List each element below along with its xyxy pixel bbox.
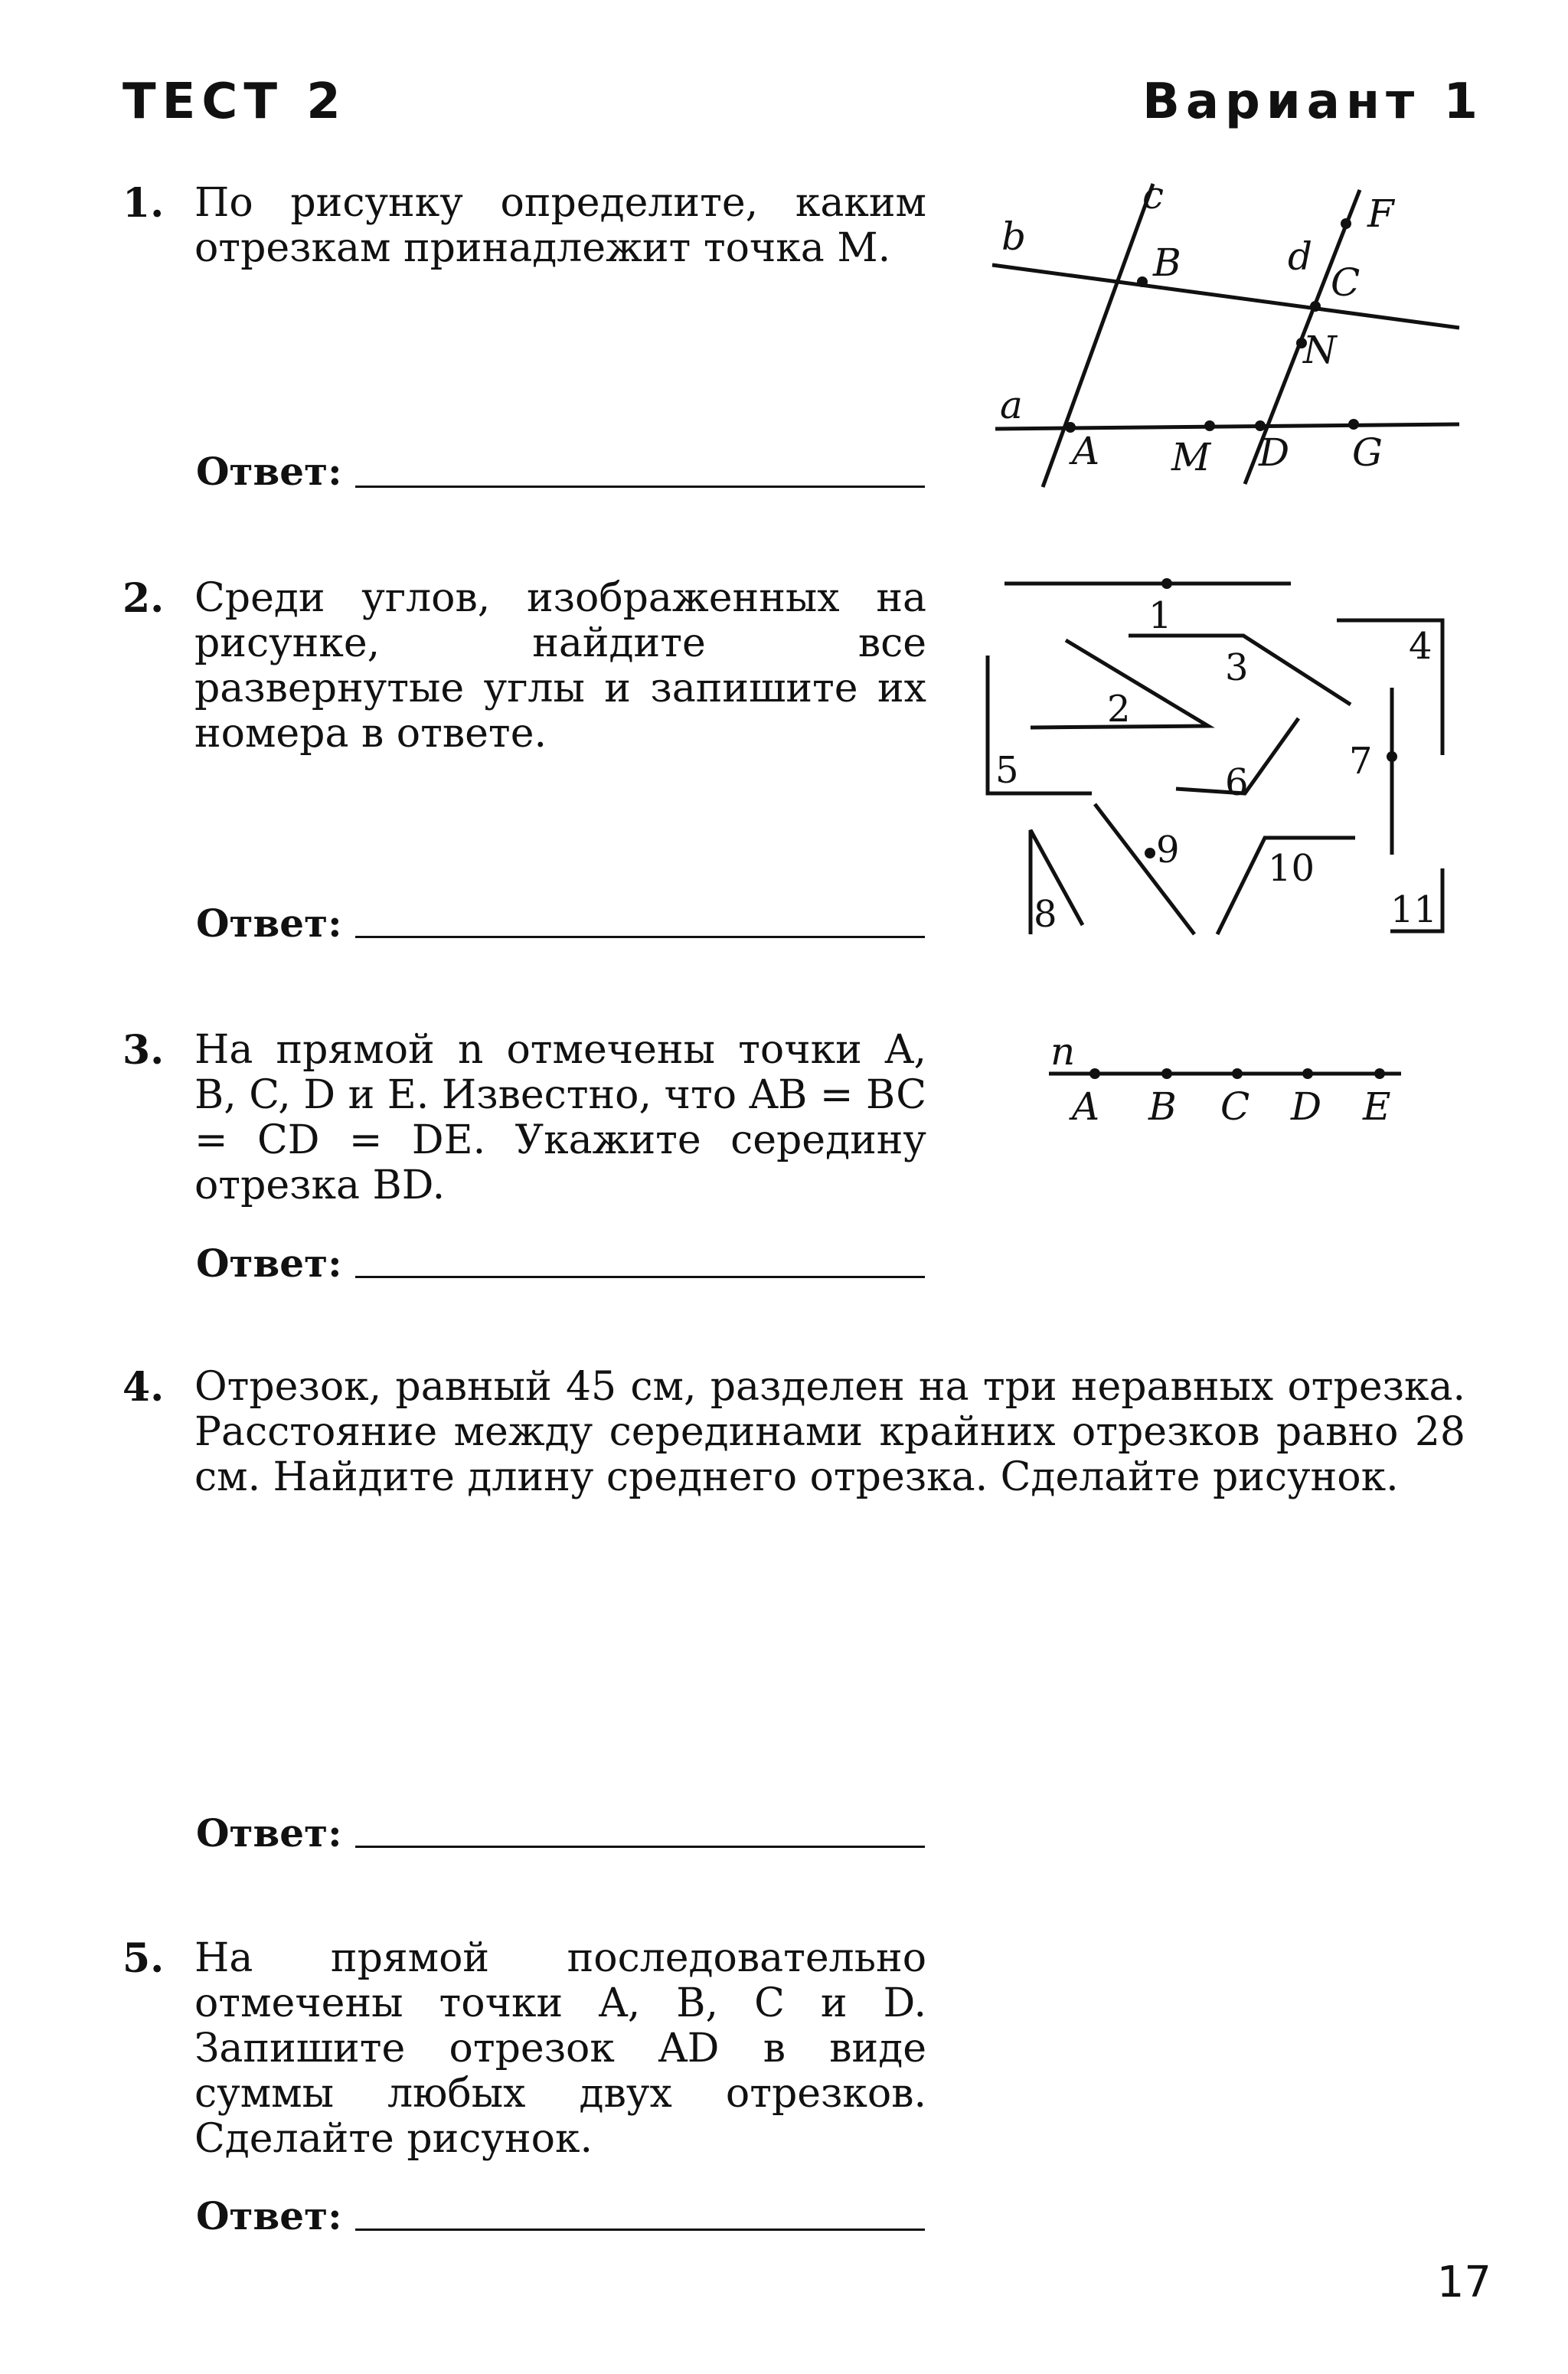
answer-5-line[interactable]	[355, 2228, 925, 2231]
label-C: C	[1331, 260, 1361, 305]
question-3-text: На прямой n отмечены точки A, B, C, D и E. Известно, что AB = BC = CD = DE. Укажите середину отрезка BD.	[194, 1027, 926, 1208]
point-A	[1089, 1068, 1100, 1079]
answer-3-label: Ответ:	[196, 1241, 342, 1286]
angle-6-label: 6	[1225, 761, 1249, 804]
question-3-number: 3.	[122, 1027, 165, 1074]
label-D: D	[1291, 1084, 1322, 1129]
label-n: n	[1050, 1029, 1076, 1074]
question-2-text: Среди углов, изображенных на рисунке, найдите все развернутые углы и запишите их номера в ответе.	[194, 575, 926, 757]
label-c: c	[1142, 173, 1165, 217]
label-D: D	[1259, 430, 1290, 475]
angle-4-label: 4	[1409, 625, 1432, 668]
answer-1-label: Ответ:	[196, 449, 342, 494]
label-d: d	[1288, 234, 1313, 279]
question-1-text: По рисунку определите, каким отрезкам принадлежит точка M.	[194, 180, 926, 271]
question-5-number: 5.	[122, 1935, 165, 1982]
angle-3-label: 3	[1225, 646, 1249, 689]
point-D	[1302, 1068, 1313, 1079]
label-A: A	[1072, 429, 1100, 473]
label-b: b	[1001, 214, 1027, 259]
answer-2-label: Ответ:	[196, 901, 342, 946]
angle-10-label: 10	[1268, 847, 1315, 890]
angle-11-label: 11	[1390, 888, 1438, 931]
test-title: ТЕСТ 2	[122, 74, 347, 130]
page-number: 17	[1436, 2258, 1491, 2307]
question-5-text: На прямой последовательно отмечены точки A, B, C и D. Запишите отрезок AD в виде суммы любых двух отрезков. Сделайте рисунок.	[194, 1935, 926, 2162]
question-4-text: Отрезок, равный 45 см, разделен на три неравных отрезка. Расстояние между серединами крайних отрезков равно 28 см. Найдите длину среднего отрезка. Сделайте рисунок.	[194, 1364, 1465, 1500]
angle-1-label: 1	[1148, 594, 1172, 637]
angle-2-label: 2	[1107, 688, 1131, 731]
label-B: B	[1148, 1084, 1177, 1129]
point-E	[1374, 1068, 1385, 1079]
angle-5-label: 5	[995, 749, 1019, 792]
label-G: G	[1352, 430, 1383, 475]
answer-5-label: Ответ:	[196, 2193, 342, 2238]
label-A: A	[1072, 1084, 1100, 1129]
question-2-number: 2.	[122, 575, 165, 622]
label-E: E	[1363, 1084, 1391, 1129]
question-4-number: 4.	[122, 1364, 165, 1411]
point-C	[1232, 1068, 1243, 1079]
angle-8-label: 8	[1034, 893, 1057, 936]
label-C: C	[1220, 1084, 1250, 1129]
answer-4-line[interactable]	[355, 1846, 925, 1848]
label-M: M	[1171, 435, 1211, 479]
question-1-number: 1.	[122, 180, 165, 227]
label-a: a	[1000, 383, 1023, 427]
angle-9-label: 9	[1156, 829, 1180, 871]
angle-7-label: 7	[1349, 740, 1373, 783]
label-N: N	[1303, 328, 1337, 372]
variant-title: Вариант 1	[1142, 74, 1484, 130]
point-B	[1161, 1068, 1172, 1079]
answer-4-label: Ответ:	[196, 1810, 342, 1856]
label-F: F	[1367, 191, 1394, 236]
label-B: B	[1153, 240, 1181, 285]
